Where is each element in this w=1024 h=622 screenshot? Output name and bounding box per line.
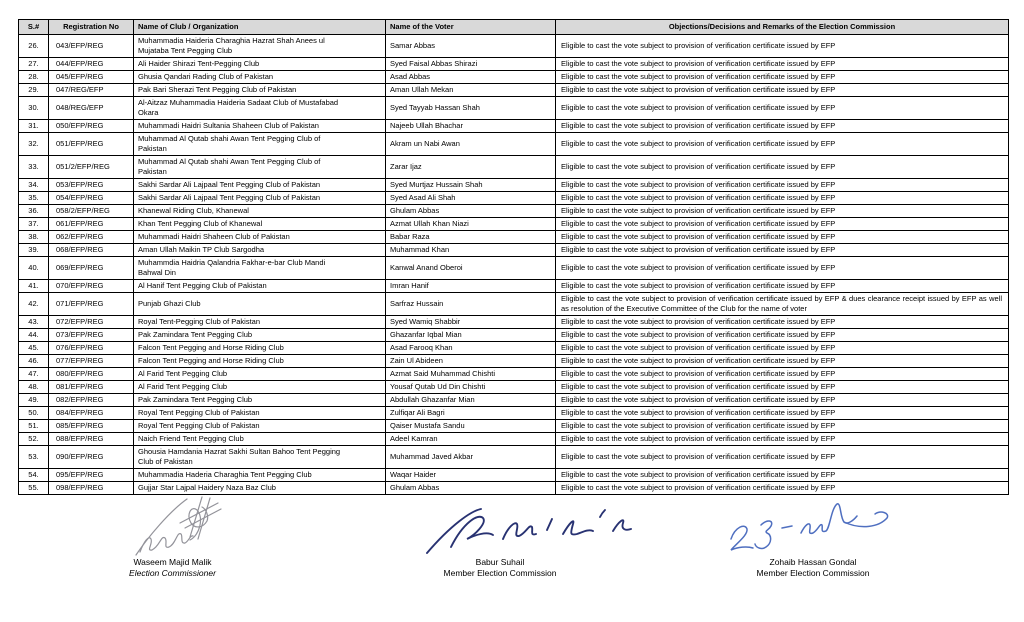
header-voter: Name of the Voter: [386, 20, 556, 35]
table-row: [19, 35, 1009, 58]
club-cell: Aman Ullah Maikin TP Club Sargodha: [134, 244, 386, 257]
table-row: [19, 231, 1009, 244]
remark-cell: Eligible to cast the vote subject to provision of verification certificate issued by EFP: [556, 368, 1009, 381]
voter-cell: Samar Abbas: [386, 35, 556, 58]
serial-cell: 30.: [19, 97, 49, 120]
serial-cell: 36.: [19, 205, 49, 218]
club-cell: Naich Friend Tent Pegging Club: [134, 433, 386, 446]
serial-cell: 55.: [19, 482, 49, 495]
header-serial: S.#: [19, 20, 49, 35]
table-header-row: [19, 20, 1009, 35]
header-club: Name of Club / Organization: [134, 20, 386, 35]
table-row: [19, 420, 1009, 433]
club-cell: Muhammad Al Qutab shahi Awan Tent Pegging Club of Pakistan: [134, 133, 386, 156]
signature-scribble-icon: [727, 499, 895, 557]
remark-cell: Eligible to cast the vote subject to provision of verification certificate issued by EFP: [556, 156, 1009, 179]
club-cell: Ghusia Qandari Rading Club of Pakistan: [134, 71, 386, 84]
voter-cell: Kanwal Anand Oberoi: [386, 257, 556, 280]
serial-cell: 49.: [19, 394, 49, 407]
club-cell: Pak Zamindara Tent Pegging Club: [134, 394, 386, 407]
registration-cell: 068/EFP/REG: [49, 244, 134, 257]
serial-cell: 54.: [19, 469, 49, 482]
table-row: [19, 293, 1009, 316]
table-row: [19, 84, 1009, 97]
signature-ink: [136, 497, 221, 555]
remark-cell: Eligible to cast the vote subject to provision of verification certificate issued by EFP: [556, 257, 1009, 280]
signature-ink: [731, 504, 888, 550]
registration-cell: 088/EFP/REG: [49, 433, 134, 446]
voter-cell: Qaiser Mustafa Sandu: [386, 420, 556, 433]
signatory-name: Waseem Majid Malik: [133, 557, 212, 567]
voter-cell: Azmat Said Muhammad Chishti: [386, 368, 556, 381]
club-cell: Khanewal Riding Club, Khanewal: [134, 205, 386, 218]
club-cell: Royal Tent Pegging Club of Pakistan: [134, 407, 386, 420]
remark-cell: Eligible to cast the vote subject to provision of verification certificate issued by EFP: [556, 381, 1009, 394]
voter-cell: Babar Raza: [386, 231, 556, 244]
remark-cell: Eligible to cast the vote subject to provision of verification certificate issued by EFP: [556, 192, 1009, 205]
remark-cell: Eligible to cast the vote subject to provision of verification certificate issued by EFP: [556, 329, 1009, 342]
header-remarks: Objections/Decisions and Remarks of the Election Commission: [556, 20, 1009, 35]
serial-cell: 33.: [19, 156, 49, 179]
table-row: [19, 433, 1009, 446]
voter-cell: Syed Asad Ali Shah: [386, 192, 556, 205]
club-cell: Pak Zamindara Tent Pegging Club: [134, 329, 386, 342]
table-row: [19, 71, 1009, 84]
registration-cell: 053/EFP/REG: [49, 179, 134, 192]
club-cell: Muhammad Al Qutab shahi Awan Tent Pegging Club of Pakistan: [134, 156, 386, 179]
signature-block: [718, 557, 908, 579]
remark-cell: Eligible to cast the vote subject to provision of verification certificate issued by EFP: [556, 71, 1009, 84]
club-cell: Sakhi Sardar Ali Lajpaal Tent Pegging Club of Pakistan: [134, 192, 386, 205]
club-cell: Muhammadi Haidri Shaheen Club of Pakistan: [134, 231, 386, 244]
registration-cell: 072/EFP/REG: [49, 316, 134, 329]
remark-cell: Eligible to cast the vote subject to provision of verification certificate issued by EFP: [556, 446, 1009, 469]
registration-cell: 084/EFP/REG: [49, 407, 134, 420]
serial-cell: 52.: [19, 433, 49, 446]
registration-cell: 051/2/EFP/REG: [49, 156, 134, 179]
club-cell: Al Hanif Tent Pegging Club of Pakistan: [134, 280, 386, 293]
registration-cell: 051/EFP/REG: [49, 133, 134, 156]
registration-cell: 058/2/EFP/REG: [49, 205, 134, 218]
registration-cell: 044/EFP/REG: [49, 58, 134, 71]
registration-cell: 080/EFP/REG: [49, 368, 134, 381]
table-row: [19, 58, 1009, 71]
club-cell: Gujjar Star Lajpal Haidery Naza Baz Club: [134, 482, 386, 495]
table-row: [19, 469, 1009, 482]
club-cell: Al-Aitzaz Muhammadia Haideria Sadaat Club of Mustafabad Okara: [134, 97, 386, 120]
voter-cell: Waqar Haider: [386, 469, 556, 482]
voter-cell: Akram un Nabi Awan: [386, 133, 556, 156]
voter-cell: Syed Tayyab Hassan Shah: [386, 97, 556, 120]
table-row: [19, 257, 1009, 280]
header-registration: Registration No: [49, 20, 134, 35]
table-row: [19, 482, 1009, 495]
remark-cell: Eligible to cast the vote subject to provision of verification certificate issued by EFP: [556, 394, 1009, 407]
club-cell: Muhammadia Haideria Charaghia Hazrat Shah Anees ul Mujataba Tent Pegging Club: [134, 35, 386, 58]
registration-cell: 071/EFP/REG: [49, 293, 134, 316]
signatory-name: Babur Suhail: [475, 557, 525, 567]
remark-cell: Eligible to cast the vote subject to provision of verification certificate issued by EFP: [556, 218, 1009, 231]
remark-cell: Eligible to cast the vote subject to provision of verification certificate issued by EFP: [556, 280, 1009, 293]
remark-cell: Eligible to cast the vote subject to provision of verification certificate issued by EFP: [556, 482, 1009, 495]
remark-cell: Eligible to cast the vote subject to provision of verification certificate issued by EFP: [556, 420, 1009, 433]
club-cell: Muhammdia Haidria Qalandria Fakhar-e-bar Club Mandi Bahwal Din: [134, 257, 386, 280]
voter-cell: Adeel Kamran: [386, 433, 556, 446]
voter-cell: Asad Abbas: [386, 71, 556, 84]
signature-block: [405, 557, 595, 579]
table-row: [19, 280, 1009, 293]
club-cell: Ghousia Hamdania Hazrat Sakhi Sultan Bahoo Tent Pegging Club of Pakistan: [134, 446, 386, 469]
registration-cell: 050/EFP/REG: [49, 120, 134, 133]
serial-cell: 48.: [19, 381, 49, 394]
club-cell: Muhammadia Haderia Charaghia Tent Pegging Club: [134, 469, 386, 482]
serial-cell: 27.: [19, 58, 49, 71]
table-row: [19, 97, 1009, 120]
voter-cell: Azmat Ullah Khan Niazi: [386, 218, 556, 231]
signatory-title: Election Commissioner: [129, 568, 216, 578]
remark-cell: Eligible to cast the vote subject to provision of verification certificate issued by EFP: [556, 35, 1009, 58]
voter-cell: Sarfraz Hussain: [386, 293, 556, 316]
serial-cell: 44.: [19, 329, 49, 342]
remark-cell: Eligible to cast the vote subject to provision of verification certificate issued by EFP & dues clearance receipt issued by EFP as well as resolution of the Executive Committee of the Club for the name of voter: [556, 293, 1009, 316]
voter-cell: Najeeb Ullah Bhachar: [386, 120, 556, 133]
registration-cell: 061/EFP/REG: [49, 218, 134, 231]
table-row: [19, 179, 1009, 192]
club-cell: Ali Haider Shirazi Tent-Pegging Club: [134, 58, 386, 71]
club-cell: Khan Tent Pegging Club of Khanewal: [134, 218, 386, 231]
table-row: [19, 192, 1009, 205]
club-cell: Royal Tent Pegging Club of Pakistan: [134, 420, 386, 433]
table-row: [19, 342, 1009, 355]
table-row: [19, 205, 1009, 218]
voter-cell: Ghulam Abbas: [386, 205, 556, 218]
serial-cell: 45.: [19, 342, 49, 355]
registration-cell: 073/EFP/REG: [49, 329, 134, 342]
registration-cell: 082/EFP/REG: [49, 394, 134, 407]
table-row: [19, 446, 1009, 469]
serial-cell: 47.: [19, 368, 49, 381]
serial-cell: 50.: [19, 407, 49, 420]
voter-cell: Ghazanfar Iqbal Mian: [386, 329, 556, 342]
registration-cell: 043/EFP/REG: [49, 35, 134, 58]
table-row: [19, 329, 1009, 342]
remark-cell: Eligible to cast the vote subject to provision of verification certificate issued by EFP: [556, 469, 1009, 482]
serial-cell: 32.: [19, 133, 49, 156]
table-row: [19, 407, 1009, 420]
serial-cell: 31.: [19, 120, 49, 133]
voter-registration-table: [18, 19, 1009, 495]
remark-cell: Eligible to cast the vote subject to provision of verification certificate issued by EFP: [556, 205, 1009, 218]
remark-cell: Eligible to cast the vote subject to provision of verification certificate issued by EFP: [556, 244, 1009, 257]
registration-cell: 048/REG/EFP: [49, 97, 134, 120]
serial-cell: 43.: [19, 316, 49, 329]
voter-cell: Zain Ul Abideen: [386, 355, 556, 368]
signature-ink: [427, 509, 631, 553]
table-row: [19, 120, 1009, 133]
signatory-name: Zohaib Hassan Gondal: [769, 557, 857, 567]
remark-cell: Eligible to cast the vote subject to provision of verification certificate issued by EFP: [556, 179, 1009, 192]
registration-cell: 098/EFP/REG: [49, 482, 134, 495]
registration-cell: 070/EFP/REG: [49, 280, 134, 293]
remark-cell: Eligible to cast the vote subject to provision of verification certificate issued by EFP: [556, 97, 1009, 120]
table-body: [19, 35, 1009, 495]
signatory-title: Member Election Commission: [443, 568, 557, 578]
remark-cell: Eligible to cast the vote subject to provision of verification certificate issued by EFP: [556, 133, 1009, 156]
table-row: [19, 156, 1009, 179]
club-cell: Muhammadi Haidri Sultania Shaheen Club of Pakistan: [134, 120, 386, 133]
registration-cell: 076/EFP/REG: [49, 342, 134, 355]
serial-cell: 41.: [19, 280, 49, 293]
club-cell: Punjab Ghazi Club: [134, 293, 386, 316]
serial-cell: 38.: [19, 231, 49, 244]
serial-cell: 26.: [19, 35, 49, 58]
remark-cell: Eligible to cast the vote subject to provision of verification certificate issued by EFP: [556, 407, 1009, 420]
remark-cell: Eligible to cast the vote subject to provision of verification certificate issued by EFP: [556, 120, 1009, 133]
serial-cell: 37.: [19, 218, 49, 231]
signatory-title: Member Election Commission: [756, 568, 870, 578]
serial-cell: 51.: [19, 420, 49, 433]
voter-cell: Syed Faisal Abbas Shirazi: [386, 58, 556, 71]
serial-cell: 46.: [19, 355, 49, 368]
club-cell: Sakhi Sardar Ali Lajpaal Tent Pegging Club of Pakistan: [134, 179, 386, 192]
voter-cell: Aman Ullah Mekan: [386, 84, 556, 97]
serial-cell: 40.: [19, 257, 49, 280]
club-cell: Al Farid Tent Pegging Club: [134, 381, 386, 394]
remark-cell: Eligible to cast the vote subject to provision of verification certificate issued by EFP: [556, 84, 1009, 97]
table-row: [19, 368, 1009, 381]
registration-cell: 081/EFP/REG: [49, 381, 134, 394]
voter-cell: Muhammad Khan: [386, 244, 556, 257]
remark-cell: Eligible to cast the vote subject to provision of verification certificate issued by EFP: [556, 433, 1009, 446]
remark-cell: Eligible to cast the vote subject to provision of verification certificate issued by EFP: [556, 231, 1009, 244]
registration-cell: 054/EFP/REG: [49, 192, 134, 205]
signature-scribble-icon: [130, 495, 225, 559]
club-cell: Pak Bari Sherazi Tent Pegging Club of Pakistan: [134, 84, 386, 97]
club-cell: Falcon Tent Pegging and Horse Riding Club: [134, 355, 386, 368]
remark-cell: Eligible to cast the vote subject to provision of verification certificate issued by EFP: [556, 342, 1009, 355]
voter-cell: Asad Farooq Khan: [386, 342, 556, 355]
club-cell: Royal Tent-Pegging Club of Pakistan: [134, 316, 386, 329]
voter-cell: Zulfiqar Ali Bagri: [386, 407, 556, 420]
table-row: [19, 218, 1009, 231]
signature-block: [100, 557, 245, 579]
club-cell: Falcon Tent Pegging and Horse Riding Club: [134, 342, 386, 355]
table-row: [19, 394, 1009, 407]
remark-cell: Eligible to cast the vote subject to provision of verification certificate issued by EFP: [556, 58, 1009, 71]
serial-cell: 29.: [19, 84, 49, 97]
registration-cell: 095/EFP/REG: [49, 469, 134, 482]
serial-cell: 35.: [19, 192, 49, 205]
registration-cell: 069/EFP/REG: [49, 257, 134, 280]
serial-cell: 39.: [19, 244, 49, 257]
voter-cell: Yousaf Qutab Ud Din Chishti: [386, 381, 556, 394]
serial-cell: 28.: [19, 71, 49, 84]
voter-cell: Syed Murtjaz Hussain Shah: [386, 179, 556, 192]
voter-cell: Ghulam Abbas: [386, 482, 556, 495]
serial-cell: 53.: [19, 446, 49, 469]
voter-cell: Imran Hanif: [386, 280, 556, 293]
registration-cell: 077/EFP/REG: [49, 355, 134, 368]
table-row: [19, 133, 1009, 156]
table-row: [19, 244, 1009, 257]
remark-cell: Eligible to cast the vote subject to provision of verification certificate issued by EFP: [556, 316, 1009, 329]
remark-cell: Eligible to cast the vote subject to provision of verification certificate issued by EFP: [556, 355, 1009, 368]
voter-cell: Zarar Ijaz: [386, 156, 556, 179]
voter-cell: Abdullah Ghazanfar Mian: [386, 394, 556, 407]
voter-cell: Muhammad Javed Akbar: [386, 446, 556, 469]
registration-cell: 045/EFP/REG: [49, 71, 134, 84]
registration-cell: 085/EFP/REG: [49, 420, 134, 433]
table-row: [19, 316, 1009, 329]
serial-cell: 34.: [19, 179, 49, 192]
voter-cell: Syed Wamiq Shabbir: [386, 316, 556, 329]
club-cell: Al Farid Tent Pegging Club: [134, 368, 386, 381]
table-row: [19, 355, 1009, 368]
signature-scribble-icon: [423, 507, 638, 555]
registration-cell: 047/REG/EFP: [49, 84, 134, 97]
registration-cell: 062/EFP/REG: [49, 231, 134, 244]
table-row: [19, 381, 1009, 394]
registration-cell: 090/EFP/REG: [49, 446, 134, 469]
serial-cell: 42.: [19, 293, 49, 316]
